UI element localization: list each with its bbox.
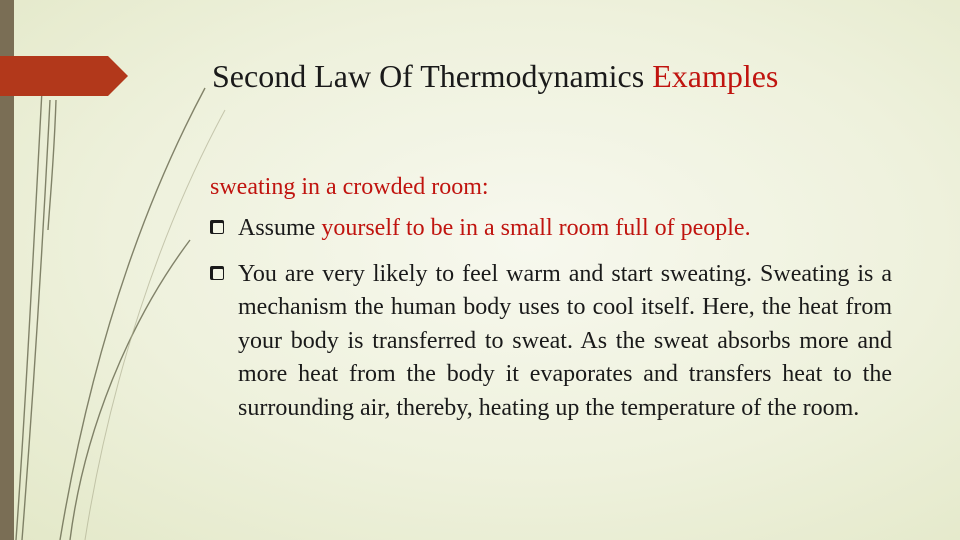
bullet-1-prefix: Assume — [238, 215, 322, 241]
checkbox-bullet-icon — [210, 220, 224, 234]
slide-body — [210, 170, 892, 437]
bullet-item-1 — [210, 212, 892, 246]
bullet-2-text: You are very likely to feel warm and start sweating. Sweating is a mechanism the human body uses to cool itself. Here, the heat from your body is transferred to sweat. As the sweat absorbs more and more heat from the body it evaporates and transfers heat to the surrounding air, thereby, heating up the temperature of the room. — [238, 260, 892, 421]
slide-title — [212, 56, 912, 96]
bullet-item-2 — [210, 258, 892, 426]
title-accent-text: Examples — [652, 58, 779, 94]
title-tab-arrow — [0, 56, 128, 96]
title-text: Second Law Of Thermodynamics — [212, 58, 653, 94]
bullet-1-accent: yourself to be in a small room full of people. — [321, 215, 751, 241]
checkbox-bullet-icon — [210, 266, 224, 280]
intro-line: sweating in a crowded room: — [210, 174, 489, 200]
